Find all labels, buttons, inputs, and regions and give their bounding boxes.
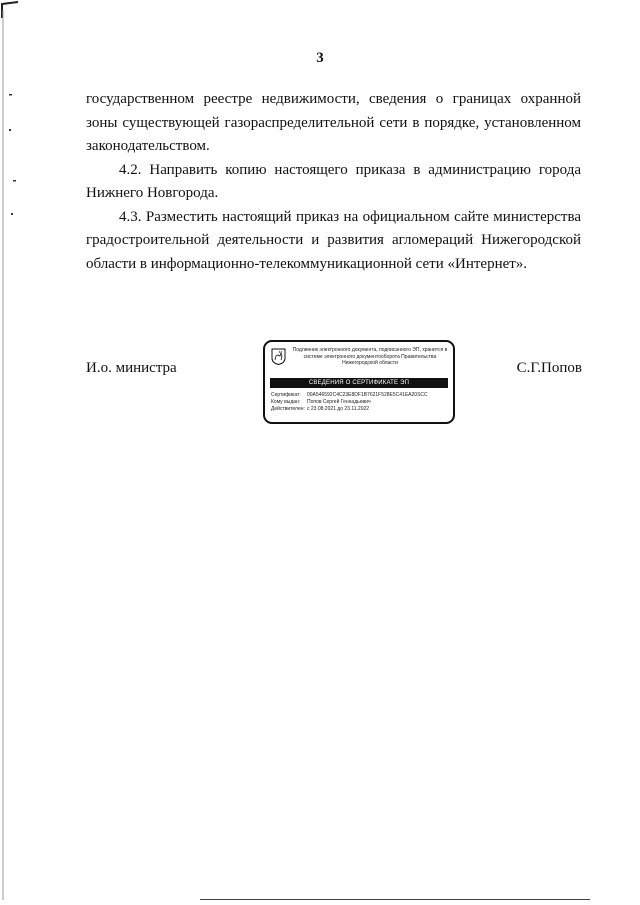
- validity-label: Действителен:: [271, 406, 305, 412]
- issued-to-value: Попов Сергей Геннадьевич: [307, 399, 371, 405]
- stamp-details: [271, 392, 451, 413]
- scan-bottom-edge: [200, 899, 590, 900]
- paragraph-4-2: 4.2. Направить копию настоящего приказа в администрацию города Нижнего Новгорода.: [86, 161, 581, 201]
- certificate-row: [271, 392, 451, 399]
- electronic-signature-stamp: [263, 340, 455, 424]
- issued-to-row: [271, 399, 451, 406]
- certificate-value: 00A546592C4C23E8DF1B7621F528E5C41EA20SCC: [307, 392, 428, 398]
- certificate-label: Сертификат:: [271, 392, 301, 398]
- stamp-notice-text: Подлинник электронного документа, подписанного ЭП, хранится в системе электронного документооборота Правительства Нижегородской области: [292, 347, 448, 366]
- stamp-header: СВЕДЕНИЯ О СЕРТИФИКАТЕ ЭП: [270, 378, 448, 388]
- deer-coat-of-arms-icon: [271, 348, 286, 365]
- signatory-title: И.о. министра: [86, 360, 177, 376]
- validity-row: [271, 406, 451, 413]
- scan-margin-marks: [0, 0, 20, 905]
- signature-block: [0, 340, 640, 420]
- validity-value: с 23.08.2021 до 23.11.2022: [307, 406, 370, 412]
- paragraph-4-3: 4.3. Разместить настоящий приказ на официальном сайте министерства градостроительной деятельности и развития агломераций Нижегородской области в информационно-телекоммуникационной сети «Интернет».: [86, 208, 581, 272]
- issued-to-label: Кому выдан:: [271, 399, 301, 405]
- document-body: [86, 88, 581, 276]
- signatory-name: С.Г.Попов: [516, 360, 582, 376]
- paragraph-continuation: государственном реестре недвижимости, сведения о границах охранной зоны существующей газораспределительной сети в порядке, установленном законодательством.: [86, 91, 581, 154]
- page-number: 3: [316, 50, 324, 66]
